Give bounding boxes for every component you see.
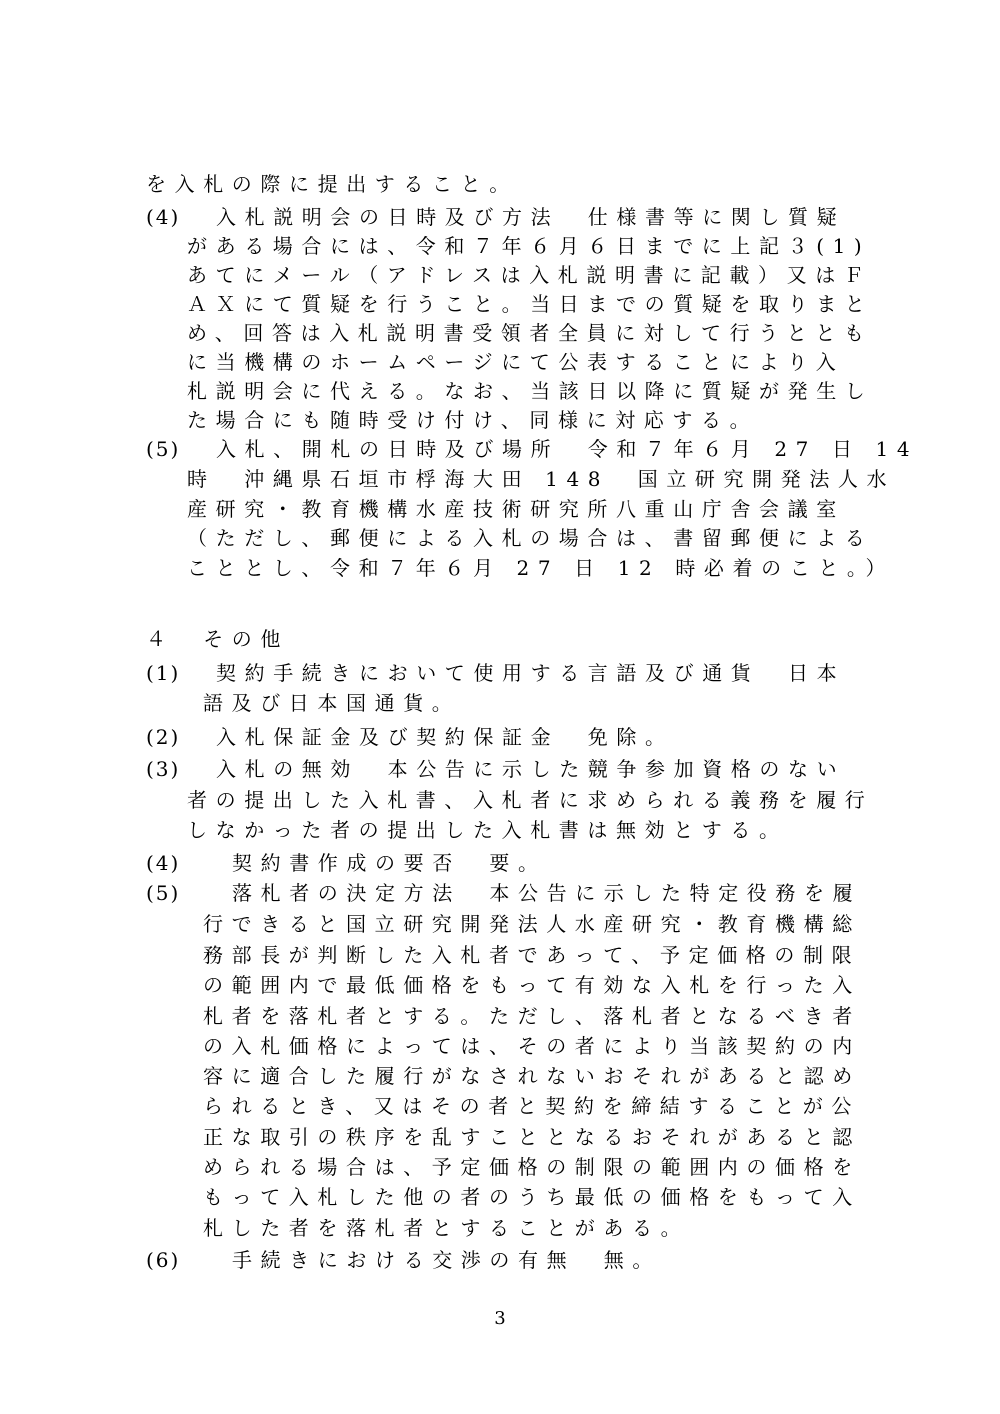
line-text: がある場合には、令和７年６月６日までに上記３(1) [187, 234, 871, 258]
item-number: (3) [146, 757, 181, 781]
line-text: 入札保証金及び契約保証金 免除。 [216, 725, 674, 749]
line-text: （ただし、郵便による入札の場合は、書留郵便による [187, 526, 874, 550]
line-text: の入札価格によっては、その者により当該契約の内 [203, 1034, 861, 1058]
line-text: 産研究・教育機構水産技術研究所八重山庁舎会議室 [187, 497, 845, 521]
line-text: 者の提出した入札書、入札者に求められる義務を履行 [187, 788, 874, 812]
line-text: を入札の際に提出すること。 [146, 172, 518, 196]
line-text: 行できると国立研究開発法人水産研究・教育機構総 [203, 912, 861, 936]
line-text: た場合にも随時受け付け、同様に対応する。 [187, 408, 759, 432]
line-text: もって入札した他の者のうち最低の価格をもって入 [203, 1185, 861, 1209]
item-number: (2) [146, 725, 181, 749]
item-number: (1) [146, 661, 181, 685]
section-title: ４ その他 [146, 627, 289, 651]
line-text: 手続きにおける交渉の有無 無。 [232, 1248, 661, 1272]
line-text: られるとき、又はその者と契約を締結することが公 [203, 1094, 860, 1118]
line-text: 容に適合した履行がなされないおそれがあると認め [203, 1064, 861, 1088]
line-text: 時 沖縄県石垣市桴海大田 148 国立研究開発法人水 [187, 467, 896, 491]
item-number: (6) [146, 1248, 181, 1272]
item-number: (5) [146, 881, 181, 905]
line-text: 契約書作成の要否 要。 [232, 851, 547, 875]
item-number: (4) [146, 205, 181, 229]
item-number: (4) [146, 851, 181, 875]
line-text: 務部長が判断した入札者であって、予定価格の制限 [203, 943, 861, 967]
line-text: 入札説明会の日時及び方法 仕様書等に関し質疑 [216, 205, 846, 229]
line-text: 落札者の決定方法 本公告に示した特定役務を履 [232, 881, 862, 905]
line-text: 契約手続きにおいて使用する言語及び通貨 日本 [216, 661, 846, 685]
line-text: 正な取引の秩序を乱すこととなるおそれがあると認 [203, 1125, 861, 1149]
line-text: 札説明会に代える。なお、当該日以降に質疑が発生し [187, 379, 874, 403]
line-text: 語及び日本国通貨。 [203, 691, 461, 715]
page-number: 3 [494, 1308, 506, 1329]
line-text: 入札、開札の日時及び場所 令和７年６月 27 日 14 [216, 437, 919, 461]
line-text: に当機構のホームページにて公表することにより入 [187, 350, 845, 374]
item-number: (5) [146, 437, 181, 461]
line-text: こととし、令和７年６月 27 日 12 時必着のこと。） [187, 556, 895, 580]
line-text: の範囲内で最低価格をもって有効な入札を行った入 [203, 973, 861, 997]
line-text: め、回答は入札説明書受領者全員に対して行うととも [187, 321, 873, 345]
line-text: められる場合は、予定価格の制限の範囲内の価格を [203, 1155, 861, 1179]
line-text: 入札の無効 本公告に示した競争参加資格のない [216, 757, 846, 781]
line-text: 札者を落札者とする。ただし、落札者となるべき者 [203, 1004, 861, 1028]
line-text: ＡＸにて質疑を行うこと。当日までの質疑を取りまと [187, 292, 874, 316]
line-text: あてにメール（アドレスは入札説明書に記載）又はＦ [187, 263, 873, 287]
line-text: しなかった者の提出した入札書は無効とする。 [187, 818, 788, 842]
line-text: 札した者を落札者とすることがある。 [203, 1216, 690, 1240]
